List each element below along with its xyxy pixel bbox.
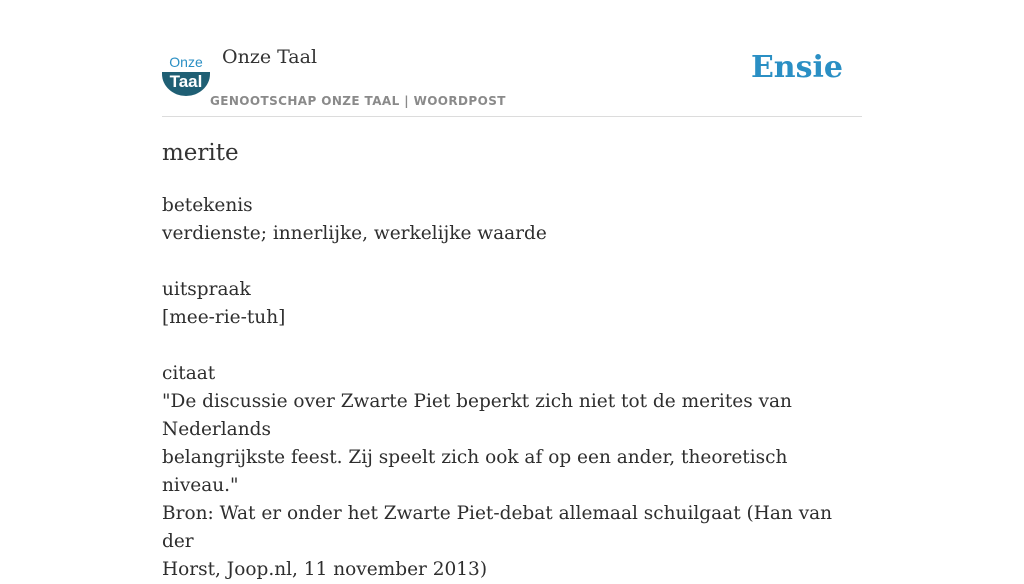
source-line-1: Bron: Wat er onder het Zwarte Piet-debat allemaal schuilgaat (Han van der: [162, 503, 833, 552]
quote-line-2: belangrijkste feest. Zij speelt zich ook af op een ander, theoretisch niveau.": [162, 447, 788, 496]
ensie-brand-link[interactable]: Ensie: [750, 50, 843, 85]
entry-word: merite: [162, 140, 239, 166]
pronunciation-label: uitspraak: [162, 279, 251, 300]
quote-label: citaat: [162, 363, 216, 384]
meaning-text: verdienste; innerlijke, werkelijke waarde: [162, 223, 547, 244]
onze-taal-logo[interactable]: [162, 50, 210, 96]
header: [162, 0, 862, 117]
pronunciation-text: [mee-rie-tuh]: [162, 307, 286, 328]
entry-content: [162, 192, 862, 584]
site-subtitle: GENOOTSCHAP ONZE TAAL | WOORDPOST: [210, 94, 506, 108]
logo-text-bottom: Taal: [169, 72, 203, 91]
source-line-2: Horst, Joop.nl, 11 november 2013): [162, 559, 488, 580]
site-name[interactable]: Onze Taal: [222, 46, 318, 68]
quote-line-1: "De discussie over Zwarte Piet beperkt zich niet tot de merites van Nederlands: [162, 391, 792, 440]
entry-card: [162, 0, 862, 580]
meaning-label: betekenis: [162, 195, 253, 216]
logo-text-top: Onze: [169, 54, 203, 70]
